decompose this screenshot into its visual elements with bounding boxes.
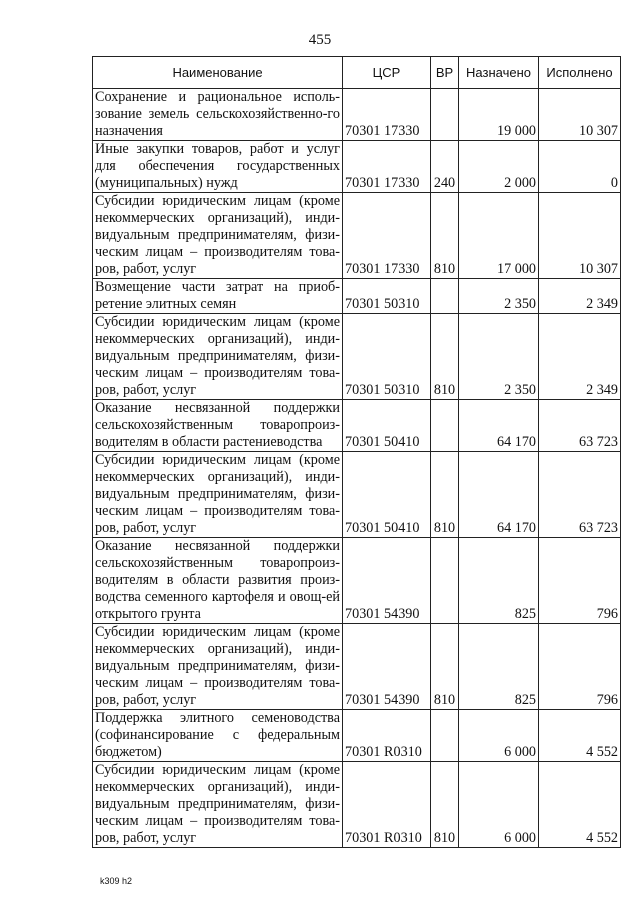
cell-csr: 70301 54390 [343,538,431,624]
table-row [93,538,621,624]
cell-executed: 2 349 [539,279,621,314]
cell-csr: 70301 R0310 [343,710,431,762]
cell-csr: 70301 54390 [343,624,431,710]
cell-planned: 825 [459,624,539,710]
table-header-row [93,57,621,89]
table-row [93,710,621,762]
cell-csr: 70301 R0310 [343,762,431,848]
cell-csr: 70301 50310 [343,314,431,400]
cell-vr: 810 [431,762,459,848]
cell-name: Субсидии юридическим лицам (кроме некоммерческих организаций), инди-видуальным предпринимателям, физи-ческим лицам – производителям това-ров, работ, услуг [93,624,343,710]
cell-executed: 4 552 [539,762,621,848]
footer-code: k309 h2 [100,876,133,886]
cell-name: Возмещение части затрат на приоб-ретение элитных семян [93,279,343,314]
cell-executed: 796 [539,538,621,624]
cell-name: Оказание несвязанной поддержки сельскохозяйственным товаропроиз-водителям в области развития произ-водства семенного картофеля и овощ-ей открытого грунта [93,538,343,624]
cell-planned: 2 350 [459,314,539,400]
cell-planned: 17 000 [459,193,539,279]
cell-name: Иные закупки товаров, работ и услуг для обеспечения государственных (муниципальных) нужд [93,141,343,193]
page-number: 455 [308,32,332,48]
cell-executed: 796 [539,624,621,710]
table-row [93,400,621,452]
cell-executed: 10 307 [539,193,621,279]
cell-name: Субсидии юридическим лицам (кроме некоммерческих организаций), инди-видуальным предпринимателям, физи-ческим лицам – производителям това-ров, работ, услуг [93,193,343,279]
cell-vr: 810 [431,452,459,538]
cell-executed: 63 723 [539,400,621,452]
cell-vr: 810 [431,624,459,710]
cell-name: Субсидии юридическим лицам (кроме некоммерческих организаций), инди-видуальным предпринимателям, физи-ческим лицам – производителям това-ров, работ, услуг [93,762,343,848]
cell-vr [431,89,459,141]
cell-executed: 63 723 [539,452,621,538]
header-executed: Исполнено [539,57,621,89]
table-row [93,452,621,538]
cell-csr: 70301 17330 [343,193,431,279]
cell-csr: 70301 50310 [343,279,431,314]
header-name: Наименование [93,57,343,89]
cell-vr [431,279,459,314]
table-row [93,279,621,314]
cell-vr: 240 [431,141,459,193]
cell-planned: 2 000 [459,141,539,193]
cell-planned: 64 170 [459,452,539,538]
table-row [93,762,621,848]
cell-csr: 70301 17330 [343,141,431,193]
table-body [93,89,621,848]
table-row [93,141,621,193]
cell-name: Субсидии юридическим лицам (кроме некоммерческих организаций), инди-видуальным предпринимателям, физи-ческим лицам – производителям това-ров, работ, услуг [93,314,343,400]
cell-name: Субсидии юридическим лицам (кроме некоммерческих организаций), инди-видуальным предпринимателям, физи-ческим лицам – производителям това-ров, работ, услуг [93,452,343,538]
cell-name: Оказание несвязанной поддержки сельскохозяйственным товаропроиз-водителям в области растениеводства [93,400,343,452]
cell-csr: 70301 50410 [343,400,431,452]
cell-executed: 0 [539,141,621,193]
header-planned: Назначено [459,57,539,89]
header-vr: ВР [431,57,459,89]
table-row [93,624,621,710]
cell-planned: 6 000 [459,710,539,762]
cell-name: Сохранение и рациональное исполь-зование земель сельскохозяйственно-го назначения [93,89,343,141]
cell-executed: 4 552 [539,710,621,762]
cell-csr: 70301 17330 [343,89,431,141]
cell-planned: 64 170 [459,400,539,452]
cell-vr: 810 [431,193,459,279]
table-row [93,89,621,141]
cell-executed: 10 307 [539,89,621,141]
cell-executed: 2 349 [539,314,621,400]
cell-planned: 2 350 [459,279,539,314]
table-row [93,314,621,400]
cell-vr [431,538,459,624]
cell-vr [431,400,459,452]
cell-vr [431,710,459,762]
table-row [93,193,621,279]
budget-table [92,56,621,848]
cell-vr: 810 [431,314,459,400]
cell-csr: 70301 50410 [343,452,431,538]
cell-planned: 6 000 [459,762,539,848]
cell-planned: 19 000 [459,89,539,141]
header-csr: ЦСР [343,57,431,89]
cell-name: Поддержка элитного семеноводства (софинансирование с федеральным бюджетом) [93,710,343,762]
cell-planned: 825 [459,538,539,624]
